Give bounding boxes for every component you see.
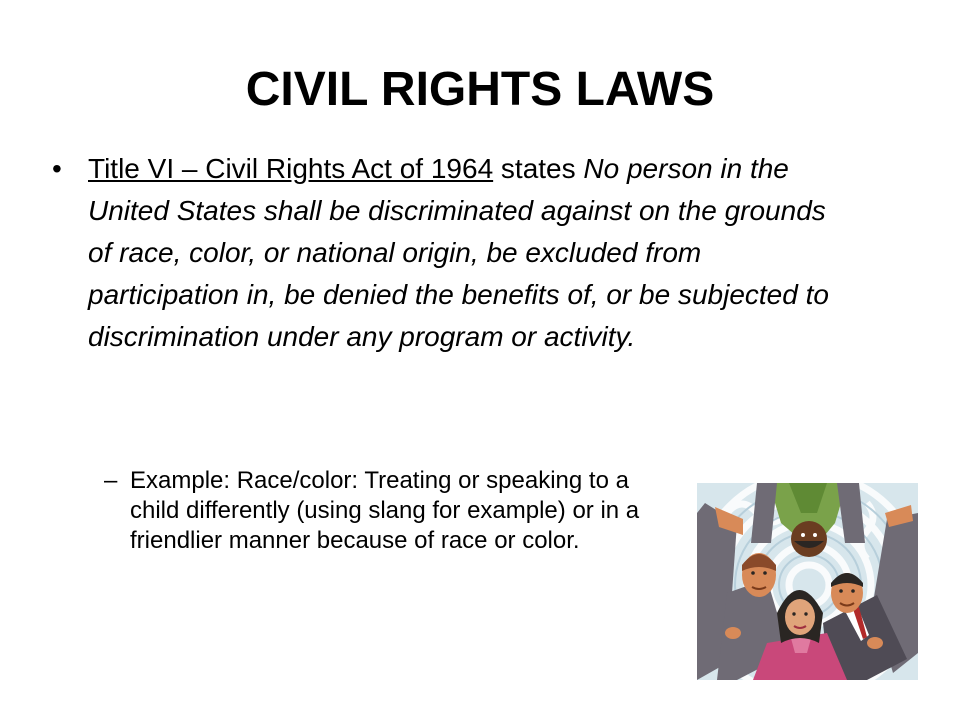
- slide-title: CIVIL RIGHTS LAWS: [245, 63, 715, 116]
- bullet-text: [88, 148, 848, 358]
- bullet-marker: •: [52, 153, 62, 184]
- title-vi-link[interactable]: Title VI – Civil Rights Act of 1964: [88, 153, 494, 184]
- clipart-svg: [697, 483, 918, 680]
- group-of-people-clipart: [697, 483, 918, 680]
- bullet-quote-text: No person in the United States shall be discriminated against on the grounds of race, color, or national origin, be excluded from participation in, be denied the benefits of, or be subjected to discrimination under any program or activity.: [88, 153, 829, 352]
- sub-bullet-marker: –: [104, 467, 118, 494]
- bullet-plain-text: states: [493, 153, 584, 184]
- sub-bullet-text: Example: Race/color: Treating or speaking to a child differently (using slang for example) or in a friendlier manner because of race or color.: [130, 467, 640, 554]
